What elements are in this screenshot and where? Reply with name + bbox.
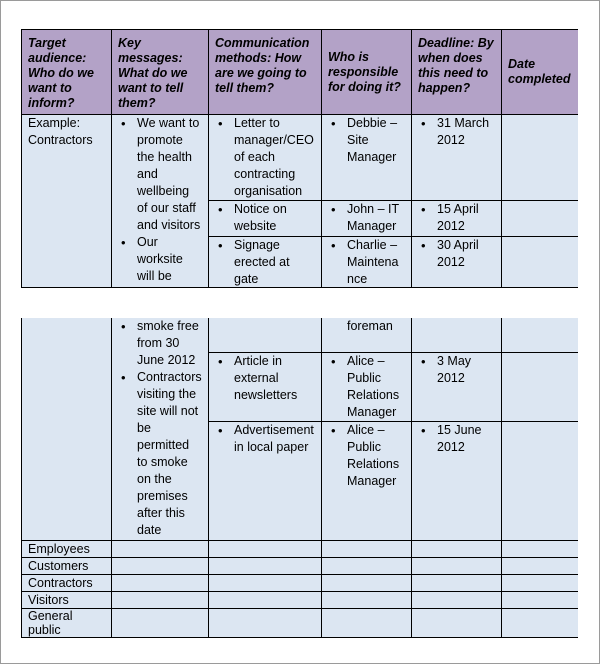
cell-deadline [412, 237, 502, 288]
cell-deadline [412, 422, 502, 541]
cell-responsible [322, 422, 412, 541]
cell-empty[interactable] [412, 558, 502, 575]
cell-empty[interactable] [502, 575, 578, 592]
header-communication-methods: Communication methods: How are we going to tell them? [209, 29, 322, 115]
cell-audience-employees: Employees [21, 541, 112, 558]
cell-deadline [412, 115, 502, 201]
cell-empty[interactable] [209, 541, 322, 558]
cell-method [209, 422, 322, 541]
list-item: • John – IT Manager [328, 201, 405, 235]
list-item: • Contractors visiting the site will not be permitted to smoke on the premises after this date [118, 369, 202, 539]
cell-method [209, 201, 322, 237]
header-responsible: Who is responsible for doing it? [322, 29, 412, 115]
cell-method [209, 353, 322, 422]
list-item: • 3 May 2012 [418, 353, 495, 387]
cell-date-completed[interactable] [502, 237, 578, 288]
header-key-messages: Key messages: What do we want to tell them? [112, 29, 209, 115]
cell-method-cont [209, 318, 322, 353]
cell-empty[interactable] [209, 558, 322, 575]
list-item: • Article in external newsletters [215, 353, 315, 404]
header-date-completed: Date completed [502, 29, 578, 115]
cell-empty[interactable] [209, 609, 322, 638]
plan-table-page1 [21, 29, 578, 288]
list-item: • Alice – Public Relations Manager [328, 353, 405, 421]
cell-empty[interactable] [322, 558, 412, 575]
cell-audience-customers: Customers [21, 558, 112, 575]
cell-responsible [322, 237, 412, 288]
cell-date-completed[interactable] [502, 201, 578, 237]
cell-empty[interactable] [412, 575, 502, 592]
list-item: • 15 April 2012 [418, 201, 495, 235]
cell-empty[interactable] [112, 541, 209, 558]
cell-key-messages [112, 115, 209, 288]
list-item: • Signage erected at gate [215, 237, 315, 288]
cell-empty[interactable] [502, 609, 578, 638]
cell-empty[interactable] [502, 541, 578, 558]
cell-empty[interactable] [412, 609, 502, 638]
cell-date-completed[interactable] [502, 422, 578, 541]
cell-empty[interactable] [502, 592, 578, 609]
cell-audience-general-public: General public [21, 609, 112, 638]
cell-empty[interactable] [322, 609, 412, 638]
list-item: • Alice – Public Relations Manager [328, 422, 405, 490]
cell-date-completed[interactable] [502, 353, 578, 422]
cell-empty[interactable] [412, 592, 502, 609]
cell-empty[interactable] [502, 558, 578, 575]
cell-empty[interactable] [112, 575, 209, 592]
cell-empty[interactable] [209, 575, 322, 592]
cell-responsible-cont: foreman [322, 318, 412, 353]
header-deadline: Deadline: By when does this need to happen? [412, 29, 502, 115]
cell-audience-contractors: Contractors [21, 575, 112, 592]
cell-responsible [322, 353, 412, 422]
cell-deadline [412, 201, 502, 237]
list-item: • Letter to manager/CEO of each contracting organisation [215, 115, 315, 200]
list-item: • Our worksite will be [118, 234, 202, 285]
list-item: • Notice on website [215, 201, 315, 235]
header-target-audience: Target audience: Who do we want to inform? [21, 29, 112, 115]
cell-empty[interactable] [322, 541, 412, 558]
cell-date-completed[interactable] [502, 115, 578, 201]
cell-example-audience: Example: Contractors [21, 115, 112, 288]
cell-empty[interactable] [112, 592, 209, 609]
cell-method [209, 115, 322, 201]
list-item: • smoke free from 30 June 2012 [118, 318, 202, 369]
cell-responsible [322, 115, 412, 201]
cell-method [209, 237, 322, 288]
cell-audience-visitors: Visitors [21, 592, 112, 609]
cell-example-audience-cont [21, 318, 112, 541]
cell-empty[interactable] [209, 592, 322, 609]
cell-empty[interactable] [112, 558, 209, 575]
cell-deadline [412, 353, 502, 422]
list-item: • Advertisement in local paper [215, 422, 315, 456]
cell-empty[interactable] [322, 575, 412, 592]
cell-date-completed[interactable] [502, 318, 578, 353]
list-item: • 15 June 2012 [418, 422, 495, 456]
cell-empty[interactable] [322, 592, 412, 609]
cell-key-messages-cont [112, 318, 209, 541]
list-item: • 31 March 2012 [418, 115, 495, 149]
plan-table-page2 [21, 318, 578, 638]
cell-empty[interactable] [412, 541, 502, 558]
list-item: • We want to promote the health and wellbeing of our staff and visitors [118, 115, 202, 234]
cell-responsible [322, 201, 412, 237]
list-item: • Debbie – Site Manager [328, 115, 405, 166]
cell-deadline-cont [412, 318, 502, 353]
cell-empty[interactable] [112, 609, 209, 638]
list-item: • 30 April 2012 [418, 237, 495, 271]
list-item: • Charlie – Maintenance [328, 237, 405, 288]
